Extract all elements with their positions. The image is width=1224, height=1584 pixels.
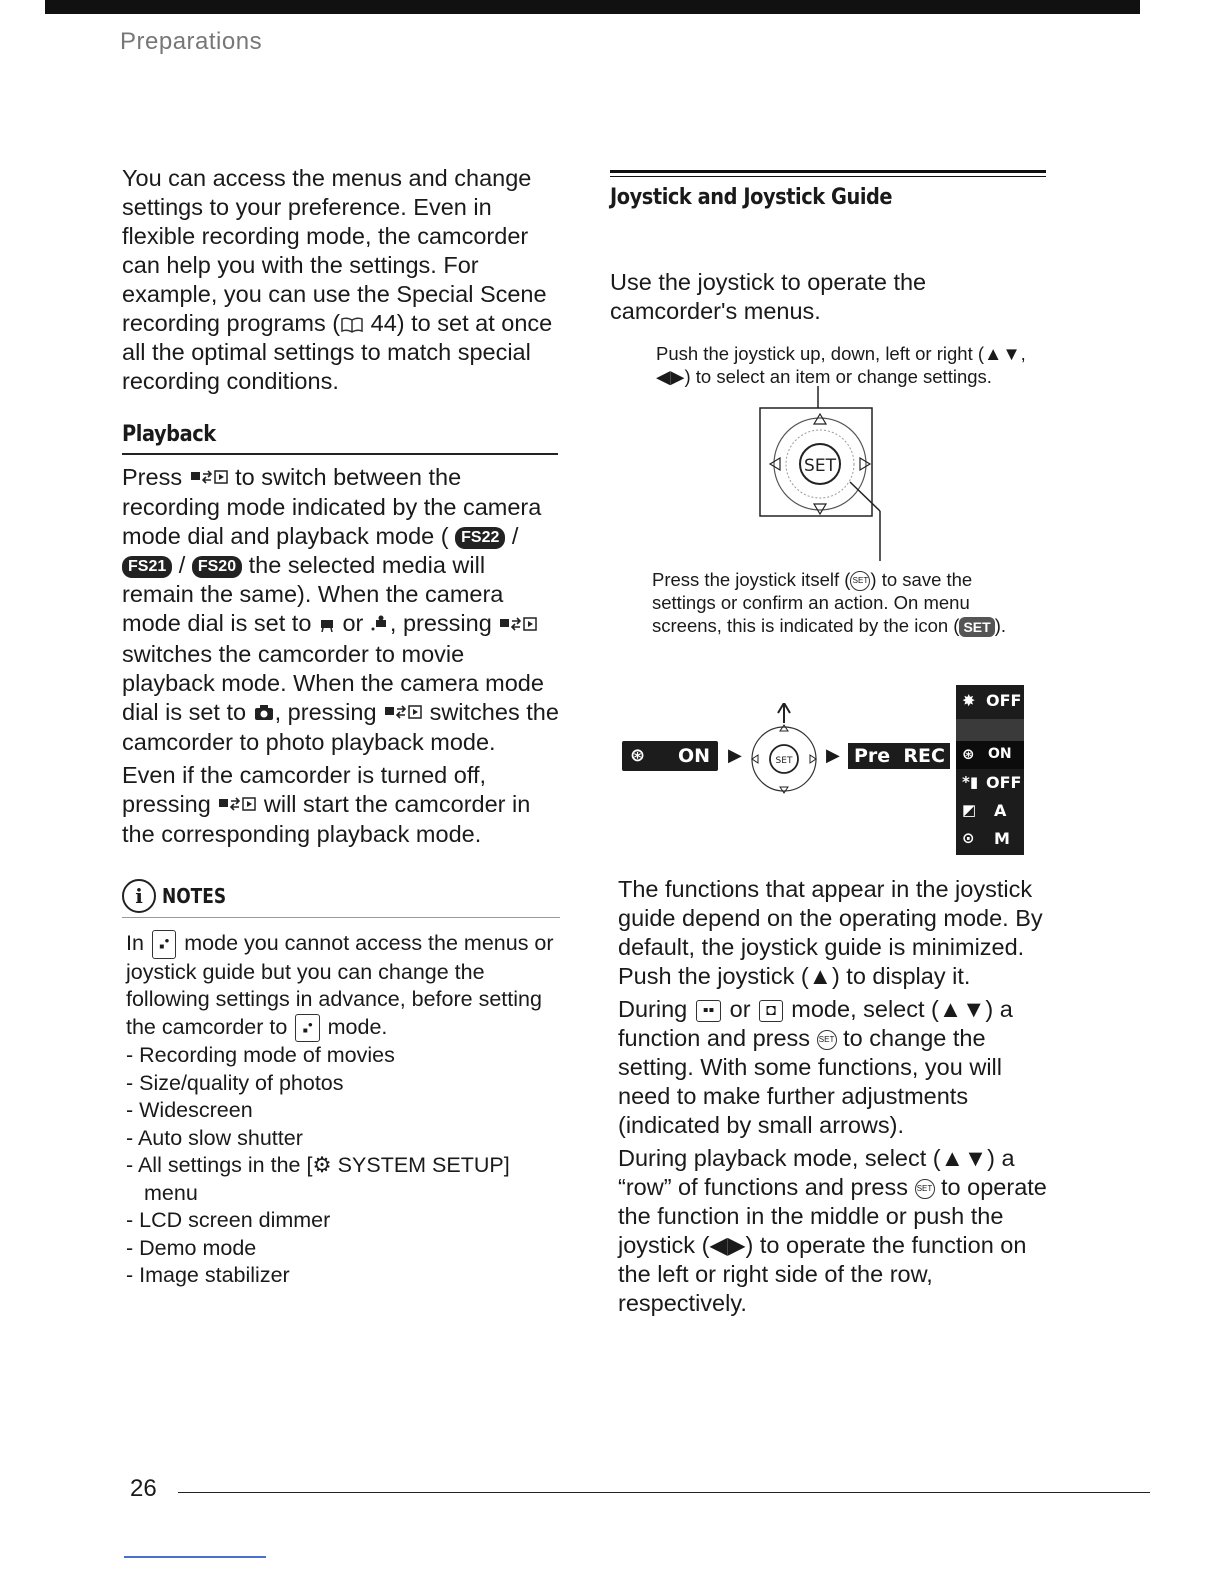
backlight-icon: *▮ (962, 773, 979, 792)
movie-mode-icon (318, 611, 336, 640)
guide-menu-row (956, 797, 1024, 825)
pb-text: Even if the camcorder is turned off, pressing (122, 761, 486, 817)
notes-header (122, 879, 560, 913)
camera-play-button-icon (189, 464, 229, 493)
pb-text: Press (122, 464, 183, 490)
intro-paragraph (122, 164, 562, 396)
guide-menu-value: A (994, 801, 1007, 821)
list-item: - Size/quality of photos (126, 1070, 344, 1095)
pb-text: pressing (402, 610, 492, 637)
guide-menu-value: OFF (986, 773, 1022, 793)
notes-paragraph (126, 930, 560, 1042)
guide-menu-value: ON (988, 746, 1012, 763)
flexible-mode-box-icon: ▪• (152, 930, 176, 958)
callout-text: ). (994, 615, 1007, 637)
guide-on-box (622, 741, 718, 771)
notes-block (122, 879, 560, 1289)
guide-joystick-icon (744, 703, 828, 795)
movie-mode-box-icon: ▪▪ (696, 1000, 721, 1022)
pb-text: , pressing (274, 698, 377, 725)
footer-rule (178, 1492, 1150, 1493)
guide-text: During playback mode, select (▲▼) a “row” of functions and press (618, 1145, 1015, 1201)
guide-on-label: ON (678, 745, 711, 768)
pb-text: When the camera mode dial is set to (122, 669, 544, 725)
list-item: - Auto slow shutter (126, 1125, 303, 1150)
set-pill-icon: SET (959, 617, 994, 637)
set-button-icon: SET (817, 1030, 837, 1050)
pb-text: to switch between the recording mode indicated by the camera mode dial and playback mode ( (122, 464, 542, 550)
guide-prerec-label: Pre REC (854, 745, 945, 768)
page-ref: 44 (370, 310, 397, 336)
guide-text: to operate the function in the middle or push the joystick (◀▶) to operate the function on the left or right side of the row, respectively. (618, 1174, 1047, 1317)
callout-bottom (652, 568, 1032, 637)
guide-menu-row (956, 719, 1024, 741)
exposure-icon: ◩ (962, 801, 977, 820)
list-item: - Demo mode (126, 1235, 257, 1260)
guide-menu-row (956, 769, 1024, 797)
guide-menu-row (956, 825, 1024, 853)
notes-text: In (126, 931, 144, 956)
notes-label: NOTES (162, 884, 227, 909)
pb-text: or (342, 610, 364, 637)
guide-menu-row (956, 741, 1024, 769)
sun-icon: ✸ (962, 691, 976, 711)
flexible-mode-box-icon: ▪• (295, 1014, 319, 1042)
intro-text: You can access the menus and change settings to your preference. Even in flexible recording mode, the camcorder can help you with the settings. For example, you can use the Special Scene recording programs ( (122, 165, 547, 336)
camera-play-button-icon (217, 791, 257, 820)
heading-rule (122, 453, 558, 455)
set-button-icon: SET (850, 571, 870, 591)
arrow-right-icon: ▶ (826, 745, 840, 766)
notes-list (126, 1042, 560, 1290)
left-column (122, 164, 562, 1290)
section-header: Preparations (120, 28, 263, 55)
camera-play-button-icon (498, 611, 538, 640)
info-icon: i (122, 879, 156, 913)
guide-text: or (729, 996, 751, 1023)
photo-mode-box-icon: ◘ (759, 1000, 783, 1022)
notes-text: mode. (327, 1014, 388, 1039)
joystick-intro: Use the joystick to operate the camcorder's menus. (610, 269, 927, 324)
joystick-heading: Joystick and Joystick Guide (610, 185, 893, 210)
pb-text: switches the camcorder to movie playback mode. (122, 640, 465, 696)
heading-double-rule-top (610, 170, 1046, 173)
notes-rule (122, 917, 560, 918)
photo-mode-icon (253, 699, 275, 728)
book-icon (340, 316, 364, 334)
playback-paragraph: Press to switch between the recording mode indicated by the camera mode dial and playback mode ( FS22 / FS21 / FS20 the selected media will remain the same). When the camera mode dial is set to or , pressing switches the camcorder to movie playback mode. When the camera mode dial is set to , pressing switches the camcorder to photo playback mode. (122, 464, 559, 755)
guide-menu-value: OFF (986, 691, 1022, 711)
fs22-badge: FS22 (455, 527, 505, 549)
pb-text: switches the camcorder to photo playback mode. (122, 698, 559, 755)
playback-off-paragraph (122, 761, 562, 849)
notes-text: mode you cannot access the menus or joystick guide but you can change the following settings in advance, before setting the camcorder to (126, 931, 554, 1039)
prerec-icon: ⊛ (962, 745, 975, 764)
intro-text-end: ) to set at once all the optimal settings to match special recording conditions. (122, 310, 553, 394)
right-column (610, 170, 1050, 1318)
guide-text: mode, select (▲▼) a function and press (618, 996, 1013, 1052)
guide-prerec-box (848, 743, 950, 769)
guide-paragraph-3 (618, 1144, 1050, 1318)
joystick-diagram (750, 386, 890, 566)
guide-mode-icon: ⊛ (630, 745, 646, 767)
guide-paragraph-1: The functions that appear in the joystick guide depend on the operating mode. By default, the joystick guide is minimized. Push the joystick (▲) to display it. (618, 876, 1043, 990)
flexible-movie-icon (370, 611, 390, 640)
heading-double-rule-bottom (610, 176, 1046, 177)
callout-top: Push the joystick up, down, left or right (▲▼, ◀▶) to select an item or change settings. (656, 343, 1026, 387)
playback-heading-block (122, 422, 562, 455)
guide-menu-column (956, 685, 1024, 855)
set-button-icon: SET (915, 1179, 935, 1199)
guide-menu-value: M (994, 829, 1010, 849)
guide-text: to change the setting. With some functions, you will need to make further adjustments (indicated by small arrows). (618, 1025, 1002, 1139)
guide-paragraph-2 (618, 995, 1050, 1140)
callout-text: Press the joystick itself ( (652, 569, 851, 590)
fs20-badge: FS20 (192, 556, 242, 578)
list-item: - Widescreen (126, 1098, 253, 1123)
page-number: 26 (130, 1475, 157, 1502)
set-label: SET (804, 456, 836, 476)
svg-text:SET: SET (775, 756, 793, 767)
fs21-badge: FS21 (122, 556, 172, 578)
list-item: - All settings in the [⚙ SYSTEM SETUP] menu (126, 1153, 510, 1205)
arrow-right-icon: ▶ (728, 745, 742, 766)
playback-heading: Playback (122, 422, 216, 447)
list-item: - LCD screen dimmer (126, 1208, 331, 1233)
footer-accent-line (124, 1556, 266, 1558)
callout-text: ) to save the settings or confirm an action. On menu screens, this is indicated by the icon ( (652, 569, 973, 637)
guide-menu-row (956, 685, 1024, 719)
pb-text: the selected media will remain the same). When the camera mode dial is set to (122, 552, 504, 637)
top-bar (45, 0, 1140, 14)
guide-text: During (618, 996, 688, 1023)
joystick-guide-diagram (610, 685, 1050, 875)
focus-icon: ⊙ (962, 829, 975, 848)
pb-text: will start the camcorder in the corresponding playback mode. (122, 790, 531, 848)
list-item: - Recording mode of movies (126, 1043, 395, 1068)
camera-play-button-icon (383, 699, 423, 728)
list-item: - Image stabilizer (126, 1263, 290, 1288)
